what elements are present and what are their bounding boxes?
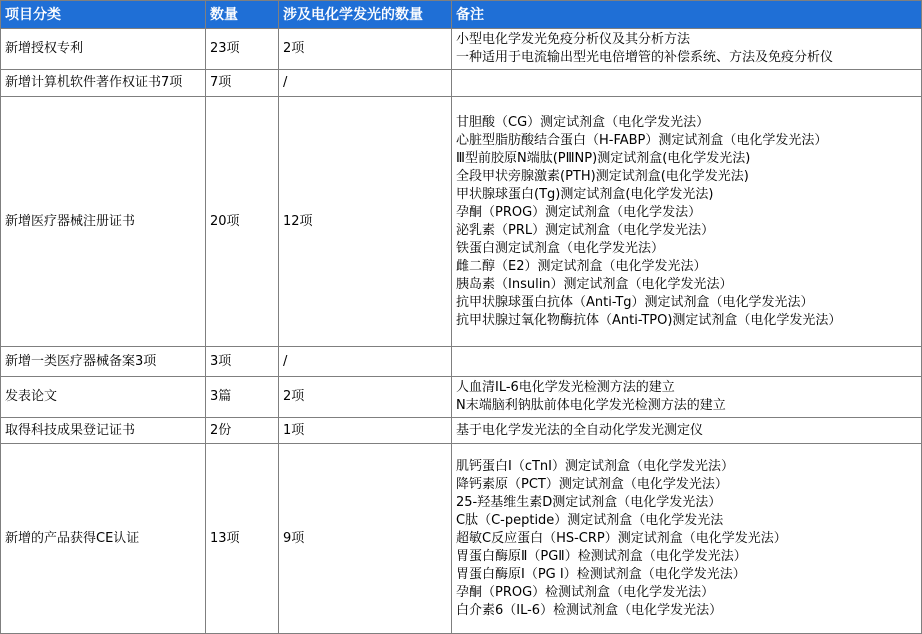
cell-ecl-count: / bbox=[279, 70, 452, 97]
cell-count: 3项 bbox=[206, 347, 279, 377]
note-line: 雌二醇（E2）测定试剂盒（电化学发光法） bbox=[456, 258, 707, 274]
cell-notes bbox=[452, 377, 922, 418]
table-row bbox=[1, 70, 922, 97]
cell-category: 取得科技成果登记证书 bbox=[1, 418, 206, 444]
header-row bbox=[1, 1, 922, 29]
cell-category: 新增一类医疗器械备案3项 bbox=[1, 347, 206, 377]
table-row bbox=[1, 377, 922, 418]
note-line: 抗甲状腺过氧化物酶抗体（Anti-TPO)测定试剂盒（电化学发光法） bbox=[456, 312, 842, 328]
table-row bbox=[1, 418, 922, 444]
cell-notes bbox=[452, 29, 922, 70]
cell-count: 13项 bbox=[206, 444, 279, 634]
note-line: 白介素6（IL-6）检测试剂盒（电化学发光法） bbox=[456, 602, 723, 618]
cell-notes bbox=[452, 444, 922, 634]
note-line: 小型电化学发光免疫分析仪及其分析方法 bbox=[456, 32, 691, 47]
cell-ecl-count: 1项 bbox=[279, 418, 452, 444]
header-ecl-count: 涉及电化学发光的数量 bbox=[279, 1, 452, 29]
note-line: 甲状腺球蛋白(Tg)测定试剂盒(电化学发光法) bbox=[456, 186, 714, 202]
note-line: 胃蛋白酶原I（PG I）检测试剂盒（电化学发光法） bbox=[456, 566, 746, 582]
cell-count: 2份 bbox=[206, 418, 279, 444]
note-line: 胰岛素（Insulin）测定试剂盒（电化学发光法） bbox=[456, 276, 733, 292]
cell-notes bbox=[452, 347, 922, 377]
note-line: 泌乳素（PRL）测定试剂盒（电化学发光法） bbox=[456, 222, 715, 238]
cell-count: 20项 bbox=[206, 97, 279, 347]
header-category: 项目分类 bbox=[1, 1, 206, 29]
header-count: 数量 bbox=[206, 1, 279, 29]
cell-count: 7项 bbox=[206, 70, 279, 97]
note-line: 人血清IL-6电化学发光检测方法的建立 bbox=[456, 380, 675, 395]
cell-ecl-count: 2项 bbox=[279, 377, 452, 418]
header-notes: 备注 bbox=[452, 1, 922, 29]
note-line: 抗甲状腺球蛋白抗体（Anti-Tg）测定试剂盒（电化学发光法） bbox=[456, 294, 814, 310]
cell-category: 新增医疗器械注册证书 bbox=[1, 97, 206, 347]
note-line: 全段甲状旁腺激素(PTH)测定试剂盒(电化学发光法) bbox=[456, 168, 749, 184]
note-line: 基于电化学发光法的全自动化学发光测定仪 bbox=[456, 422, 704, 438]
cell-notes bbox=[452, 70, 922, 97]
cell-notes bbox=[452, 97, 922, 347]
note-line: 降钙素原（PCT）测定试剂盒（电化学发光法） bbox=[456, 476, 728, 492]
table-row bbox=[1, 444, 922, 634]
table-body bbox=[1, 29, 922, 634]
note-line: N末端脑利钠肽前体电化学发光检测方法的建立 bbox=[456, 398, 726, 413]
note-line: 肌钙蛋白I（cTnI）测定试剂盒（电化学发光法） bbox=[456, 458, 734, 474]
table-row bbox=[1, 97, 922, 347]
cell-count: 23项 bbox=[206, 29, 279, 70]
note-line: 胃蛋白酶原Ⅱ（PGⅡ）检测试剂盒（电化学发光法） bbox=[456, 548, 747, 564]
table-row bbox=[1, 29, 922, 70]
cell-ecl-count: 2项 bbox=[279, 29, 452, 70]
cell-category: 发表论文 bbox=[1, 377, 206, 418]
note-line: 心脏型脂肪酸结合蛋白（H-FABP）测定试剂盒（电化学发光法） bbox=[456, 132, 828, 148]
cell-notes bbox=[452, 418, 922, 444]
cell-ecl-count: / bbox=[279, 347, 452, 377]
note-line: 孕酮（PROG）检测试剂盒（电化学发光法） bbox=[456, 584, 715, 600]
note-line: 孕酮（PROG）测定试剂盒（电化学发法） bbox=[456, 204, 702, 220]
note-line: 超敏C反应蛋白（HS-CRP）测定试剂盒（电化学发光法） bbox=[456, 530, 787, 546]
note-line: Ⅲ型前胶原N端肽(PⅢNP)测定试剂盒(电化学发光法) bbox=[456, 150, 751, 166]
cell-category: 新增计算机软件著作权证书7项 bbox=[1, 70, 206, 97]
cell-ecl-count: 12项 bbox=[279, 97, 452, 347]
note-line: 一种适用于电流输出型光电倍增管的补偿系统、方法及免疫分析仪 bbox=[456, 50, 834, 65]
note-line: 甘胆酸（CG）测定试剂盒（电化学发光法） bbox=[456, 114, 710, 130]
note-line: 铁蛋白测定试剂盒（电化学发光法） bbox=[456, 240, 665, 256]
note-line: C肽（C-peptide）测定试剂盒（电化学发光法 bbox=[456, 512, 724, 528]
table-row bbox=[1, 347, 922, 377]
cell-ecl-count: 9项 bbox=[279, 444, 452, 634]
cell-category: 新增授权专利 bbox=[1, 29, 206, 70]
note-line: 25-羟基维生素D测定试剂盒（电化学发光法） bbox=[456, 494, 722, 510]
cell-count: 3篇 bbox=[206, 377, 279, 418]
cell-category: 新增的产品获得CE认证 bbox=[1, 444, 206, 634]
